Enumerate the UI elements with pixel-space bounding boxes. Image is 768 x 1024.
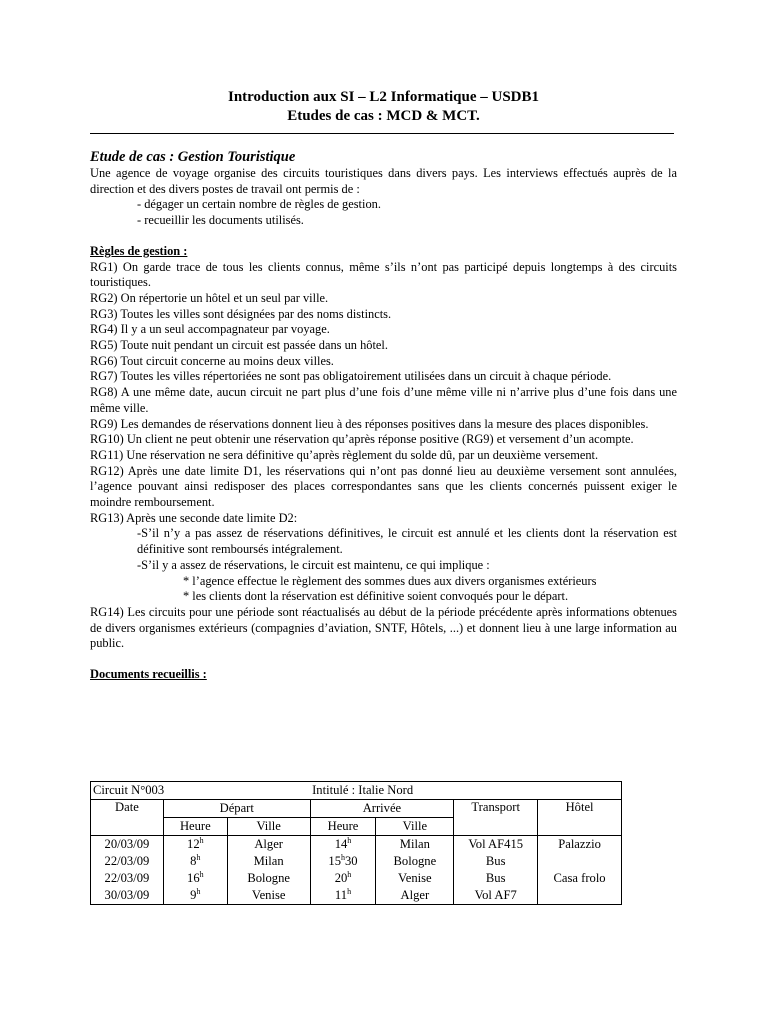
circuit-table [90,781,622,905]
cell-depart-ville: Milan [227,853,310,870]
table-header-row [91,800,622,818]
table-body [91,836,622,905]
documents-heading: Documents recueillis : [90,667,207,682]
cell-depart-ville: Bologne [227,870,310,887]
table-row [91,887,622,905]
rule-item: RG7) Toutes les villes répertoriées ne sont pas obligatoirement utilisées dans un circuit à chaque période. [90,369,612,384]
rule-item: RG2) On répertorie un hôtel et un seul par ville. [90,290,329,305]
hour-mark: h [347,886,352,896]
col-arrivee-ville: Ville [376,818,454,836]
intro-bullet: - recueillir les documents utilisés. [137,213,304,228]
cell-arrivee-ville: Venise [376,870,454,887]
rule13-sub-item: * les clients dont la réservation est définitive soient convoqués pour le départ. [183,589,569,604]
cell-date: 22/03/09 [91,853,164,870]
circuit-intitule: Intitulé : Italie Nord [310,782,621,800]
hour-mark: h [199,869,204,879]
rule-item: RG3) Toutes les villes sont désignées par des noms distincts. [90,306,392,321]
rule-item: RG6) Tout circuit concerne au moins deux villes. [90,353,334,368]
cell-transport: Bus [454,853,538,870]
rules-heading: Règles de gestion : [90,243,188,258]
cell-depart-heure: 9$^h$ [163,887,227,905]
hour-mark: h [196,886,201,896]
rule-item: RG14) Les circuits pour une période sont réactualisés au début de la période précédente après informations obtenues de divers organismes extérieurs (compagnies d’aviation, SNTF, Hôtels, ...) et donnent lieu à une large information au public. [90,604,677,651]
col-date: Date [91,800,164,836]
cell-transport: Vol AF7 [454,887,538,905]
cell-depart-heure: 16$^h$ [163,870,227,887]
document-body [90,148,677,683]
cell-depart-heure: 8$^h$ [163,853,227,870]
circuit-number: Circuit N°003 [91,782,311,800]
cell-hotel: Palazzio [538,836,622,854]
rule13-sub-item: * l’agence effectue le règlement des sommes dues aux divers organismes extérieurs [183,573,597,588]
col-depart-heure: Heure [163,818,227,836]
col-hotel: Hôtel [538,800,622,836]
hour-mark: h [199,835,204,845]
rule-item: RG5) Toute nuit pendant un circuit est passée dans un hôtel. [90,338,388,353]
rule-item: RG11) Une réservation ne sera définitive qu’après règlement du solde dû, par un deuxième versement. [90,447,599,462]
col-transport: Transport [454,800,538,836]
cell-transport: Vol AF415 [454,836,538,854]
rule-item: RG4) Il y a un seul accompagnateur par voyage. [90,322,330,337]
cell-depart-heure: 12$^h$ [163,836,227,854]
cell-arrivee-heure: 11$^h$ [310,887,376,905]
col-arrivee-heure: Heure [310,818,376,836]
cell-arrivee-ville: Alger [376,887,454,905]
table-row [91,853,622,870]
cell-depart-ville: Venise [227,887,310,905]
cell-hotel [538,887,622,905]
rule-item: RG10) Un client ne peut obtenir une réservation qu’après réponse positive (RG9) et versement d’un acompte. [90,432,634,447]
col-depart-ville: Ville [227,818,310,836]
cell-arrivee-heure: 14$^h$ [310,836,376,854]
hour-mark: h [347,869,352,879]
circuit-title-row [91,782,622,800]
header-title: Introduction aux SI – L2 Informatique – USDB1 [227,89,540,105]
cell-transport: Bus [454,870,538,887]
table-row [91,836,622,854]
cell-date: 30/03/09 [91,887,164,905]
cell-arrivee-heure: 20$^h$ [310,870,376,887]
hour-mark: h [196,852,201,862]
table-row [91,870,622,887]
cell-hotel: Casa frolo [538,870,622,887]
rule13-sub: -S’il n’y a pas assez de réservations définitives, le circuit est annulé et les clients dont la réservation est définitive sont remboursés intégralement. [137,526,677,557]
cell-arrivee-ville: Bologne [376,853,454,870]
rule-item: RG1) On garde trace de tous les clients connus, même s’ils n’ont pas participé depuis longtemps à des circuits touristiques. [90,259,677,290]
cell-date: 22/03/09 [91,870,164,887]
rule-item: RG8) A une même date, aucun circuit ne part plus d’une fois d’une même ville ni n’arrive plus d’une fois dans une même ville. [90,385,677,415]
rule-item: RG9) Les demandes de réservations donnent lieu à des réponses positives dans la mesure des places disponibles. [90,416,649,431]
hour-mark: h [341,852,345,862]
rule13-sub: -S’il y a assez de réservations, le circuit est maintenu, ce qui implique : [137,557,490,572]
cell-hotel [538,853,622,870]
col-arrivee: Arrivée [310,800,454,818]
case-study-title: Etude de cas : Gestion Touristique [90,149,296,165]
col-depart: Départ [163,800,310,818]
header-subtitle: Etudes de cas : MCD & MCT. [287,108,480,124]
header-rule [90,133,674,134]
cell-arrivee-ville: Milan [376,836,454,854]
rule-item: RG12) Après une date limite D1, les réservations qui n’ont pas donné lieu au deuxième versement sont annulées, l’agence pouvant ainsi redisposer des places correspondantes sans que les clients concernés puissent exiger le moindre remboursement. [90,463,677,510]
cell-arrivee-heure: 15$^h$30 [310,853,376,870]
intro-bullet: - dégager un certain nombre de règles de gestion. [137,197,381,212]
rule-item: RG13) Après une seconde date limite D2: [90,510,298,525]
cell-depart-ville: Alger [227,836,310,854]
case-study-intro: Une agence de voyage organise des circuits touristiques dans divers pays. Les interviews effectués auprès de la direction et des divers postes de travail ont permis de : [90,166,677,196]
cell-date: 20/03/09 [91,836,164,854]
hour-mark: h [347,835,352,845]
